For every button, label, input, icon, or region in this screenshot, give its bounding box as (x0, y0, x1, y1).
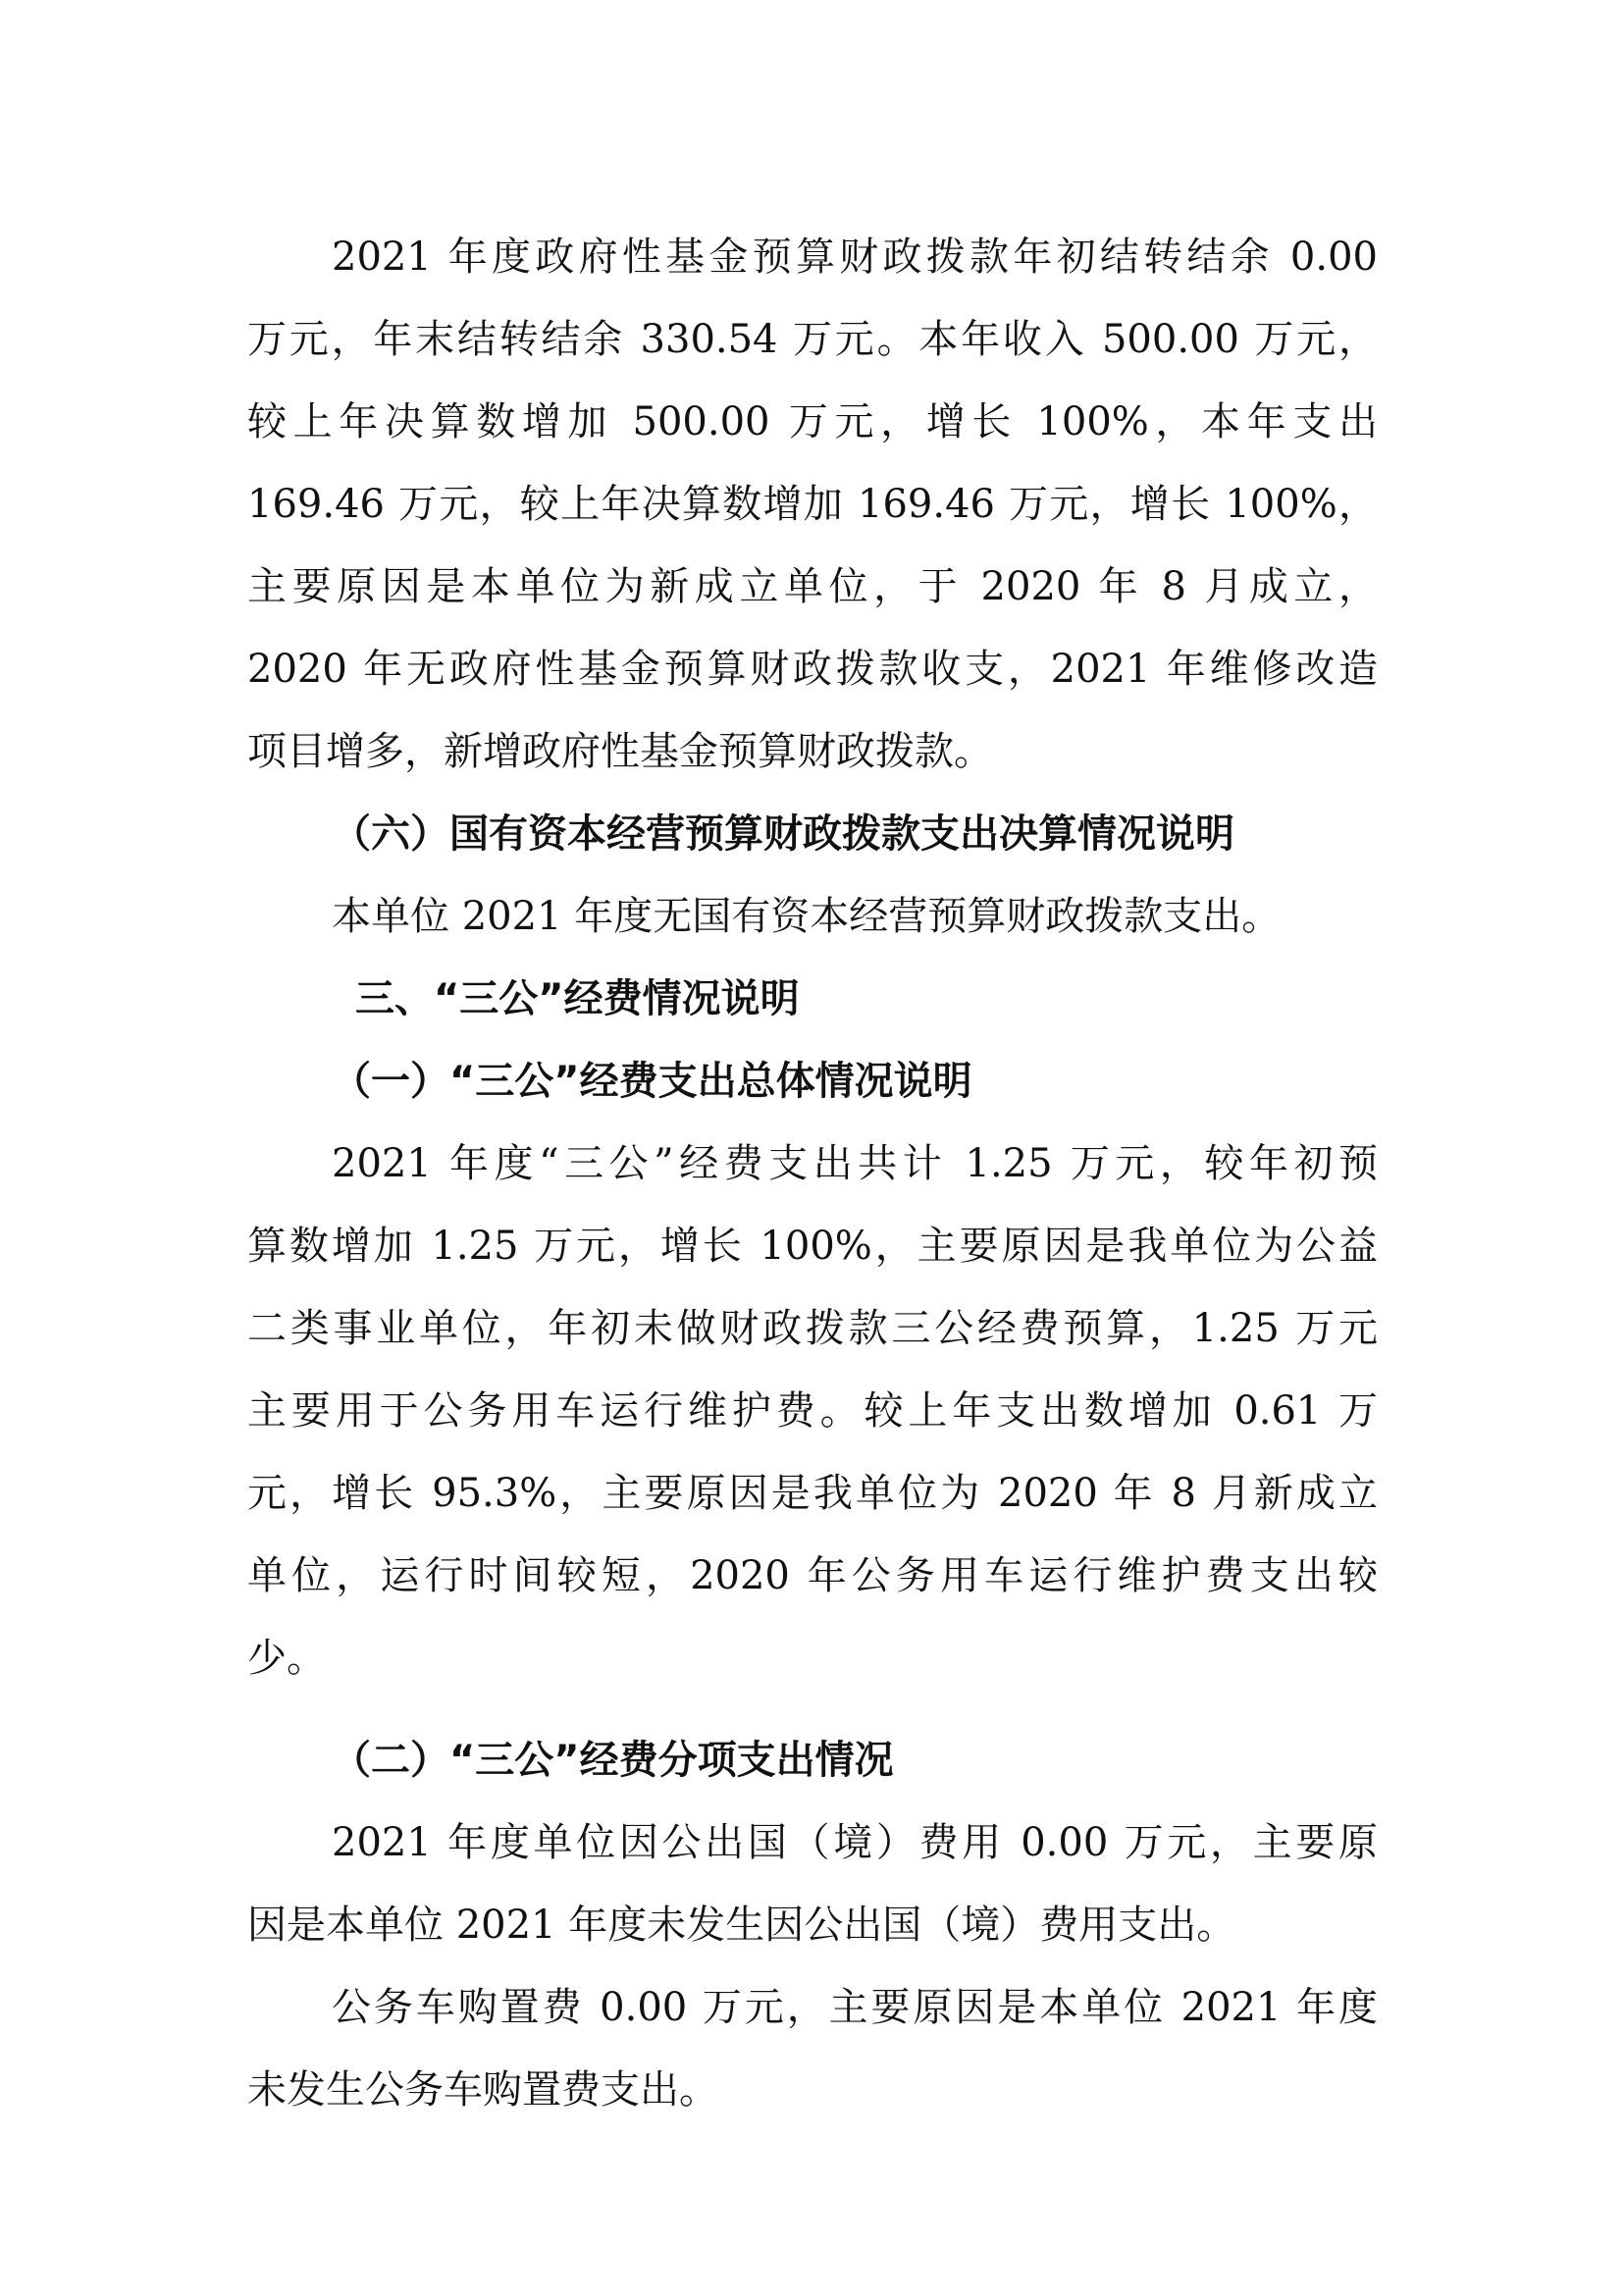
paragraph-government-fund (247, 216, 1378, 793)
spacer (247, 1699, 1378, 1719)
paragraph-vehicle-purchase (247, 1966, 1378, 2131)
text-line: 2021 年度单位因公出国（境）费用 0.00 万元，主要原 (332, 1820, 1378, 1865)
text-line: 2020 年无政府性基金预算财政拨款收支，2021 年维修改造 (247, 647, 1378, 692)
heading-overall-expenditure: （一）“三公”经费支出总体情况说明 (332, 1059, 972, 1104)
text-line: 公务车购置费 0.00 万元，主要原因是本单位 2021 年度 (332, 1985, 1378, 2030)
document-page (247, 216, 1378, 2131)
text-line: 主要用于公务用车运行维护费。较上年支出数增加 0.61 万 (247, 1388, 1378, 1434)
text-line: 169.46 万元，较上年决算数增加 169.46 万元，增长 100%， (247, 482, 1378, 527)
paragraph-overall-expenditure (247, 1122, 1378, 1699)
text-line: 2021 年度政府性基金预算财政拨款年初结转结余 0.00 (332, 235, 1378, 280)
text-line: 元，增长 95.3%，主要原因是我单位为 2020 年 8 月新成立 (247, 1471, 1378, 1516)
paragraph-abroad-expenses (247, 1801, 1378, 1966)
text-line: 因是本单位 2021 年度未发生因公出国（境）费用支出。 (247, 1903, 1236, 1948)
text-line: 项目增多，新增政府性基金预算财政拨款。 (247, 729, 993, 774)
text-line: 单位，运行时间较短，2020 年公务用车运行维护费支出较 (247, 1553, 1378, 1598)
text-line: 万元，年末结转结余 330.54 万元。本年收入 500.00 万元， (247, 317, 1378, 362)
heading-state-capital: （六）国有资本经营预算财政拨款支出决算情况说明 (332, 811, 1234, 857)
text-line: 较上年决算数增加 500.00 万元，增长 100%，本年支出 (247, 399, 1378, 444)
text-line: 主要原因是本单位为新成立单位，于 2020 年 8 月成立， (247, 564, 1378, 609)
text-line: 2021 年度“三公”经费支出共计 1.25 万元，较年初预 (332, 1141, 1378, 1186)
text-line: 算数增加 1.25 万元，增长 100%，主要原因是我单位为公益 (247, 1224, 1378, 1269)
text-line: 二类事业单位，年初未做财政拨款三公经费预算，1.25 万元 (247, 1306, 1378, 1351)
heading-three-public-expenses: 三、“三公”经费情况说明 (355, 976, 800, 1021)
text-line: 少。 (247, 1636, 326, 1681)
text-line: 未发生公务车购置费支出。 (247, 2067, 718, 2113)
paragraph-state-capital: 本单位 2021 年度无国有资本经营预算财政拨款支出。 (332, 894, 1282, 939)
heading-itemized-expenditure: （二）“三公”经费分项支出情况 (332, 1738, 894, 1783)
